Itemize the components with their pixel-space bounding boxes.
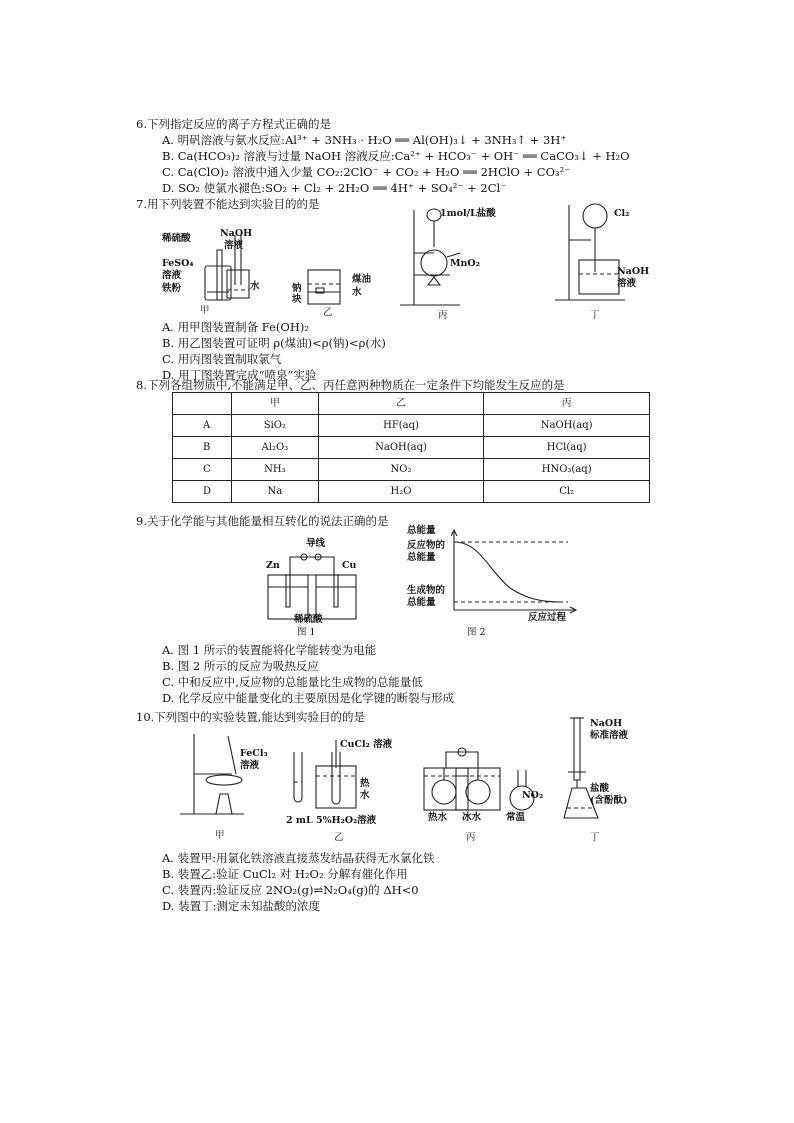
table-row bbox=[173, 437, 650, 459]
q6-option-d: D. SO₂ 使氯水褪色:SO₂ + Cl₂ + 2H₂O ══ 4H⁺ + SO₄²⁻ + 2Cl⁻ bbox=[162, 181, 507, 195]
q7-yi-label-4: 水 bbox=[352, 287, 362, 298]
q9-option-d: D. 化学反应中能量变化的主要原因是化学键的断裂与形成 bbox=[162, 691, 455, 705]
q9-fig2-xlabel: 反应过程 bbox=[528, 612, 567, 623]
table-cell: D bbox=[173, 481, 232, 503]
q10-bing-label-2: 冰水 bbox=[462, 812, 482, 823]
q7-ding-caption: 丁 bbox=[590, 310, 600, 321]
q7-apparatus-yi bbox=[300, 268, 350, 308]
q7-yi-label-3: 块 bbox=[292, 294, 302, 305]
q9-fig2-product-1: 生成物的 bbox=[407, 585, 446, 596]
q10-ding-label-1: NaOH bbox=[590, 718, 623, 729]
q9-fig2-reactant-2: 总能量 bbox=[407, 552, 436, 563]
q10-yi-label-2: 热 bbox=[360, 778, 370, 789]
q10-jia-label-1: FeCl₃ bbox=[240, 748, 268, 759]
q10-jia-caption: 甲 bbox=[215, 830, 225, 841]
q7-yi-label-2: 钠 bbox=[292, 283, 302, 294]
q7-jia-caption: 甲 bbox=[200, 305, 210, 316]
q10-bing-label-1: 热水 bbox=[428, 812, 448, 823]
q9-fig2-reactant-1: 反应物的 bbox=[407, 540, 446, 551]
q10-stem: 10.下列图中的实验装置,能达到实验目的的是 bbox=[136, 710, 365, 724]
q9-galvanic-cell bbox=[262, 545, 362, 625]
q10-option-c: C. 装置丙:验证反应 2NO₂(g)⇌N₂O₄(g)的 ΔH<0 bbox=[162, 883, 419, 897]
q7-option-b: B. 用乙图装置可证明 ρ(煤油)<ρ(钠)<ρ(水) bbox=[162, 336, 386, 350]
q7-ding-label-3: 溶液 bbox=[617, 278, 637, 289]
q9-stem: 9.关于化学能与其他能量相互转化的说法正确的是 bbox=[136, 514, 389, 528]
q10-ding-label-4: (含酚酞) bbox=[590, 795, 628, 806]
q6-stem: 6.下列指定反应的离子方程式正确的是 bbox=[136, 117, 331, 131]
table-cell: Al₂O₃ bbox=[232, 437, 319, 459]
q7-jia-label-1: 稀硫酸 bbox=[162, 233, 191, 244]
table-cell: NO₂ bbox=[318, 459, 484, 481]
q7-jia-label-7: 水 bbox=[250, 281, 260, 292]
q9-fig1-acid-label: 稀硫酸 bbox=[294, 614, 323, 625]
table-cell: HNO₃(aq) bbox=[484, 459, 650, 481]
q6-option-a: A. 明矾溶液与氨水反应:Al³⁺ + 3NH₃ · H₂O ══ Al(OH)₃↓ + 3NH₃↑ + 3H⁺ bbox=[162, 133, 567, 147]
q10-yi-caption: 乙 bbox=[334, 832, 344, 843]
table-header-cell bbox=[173, 393, 232, 415]
table-cell: SiO₂ bbox=[232, 415, 319, 437]
q7-stem: 7.用下列装置不能达到实验目的的是 bbox=[136, 197, 320, 211]
q7-option-d: D. 用丁图装置完成“喷泉”实验 bbox=[162, 368, 317, 382]
table-cell: H₂O bbox=[318, 481, 484, 503]
q10-apparatus-jia bbox=[180, 730, 260, 820]
table-row bbox=[173, 415, 650, 437]
q9-option-a: A. 图 1 所示的装置能将化学能转变为电能 bbox=[162, 643, 377, 657]
table-header-cell: 乙 bbox=[318, 393, 484, 415]
q10-apparatus-bing bbox=[416, 738, 556, 818]
q7-yi-label-1: 煤油 bbox=[352, 274, 372, 285]
q9-option-b: B. 图 2 所示的反应为吸热反应 bbox=[162, 659, 319, 673]
table-header-cell: 丙 bbox=[484, 393, 650, 415]
q10-bing-label-4: NO₂ bbox=[522, 790, 544, 801]
table-cell: HF(aq) bbox=[318, 415, 484, 437]
q10-ding-label-2: 标准溶液 bbox=[590, 730, 629, 741]
table-header-cell: 甲 bbox=[232, 393, 319, 415]
q7-bing-label-1: 1mol/L盐酸 bbox=[440, 208, 496, 219]
table-cell: NaOH(aq) bbox=[318, 437, 484, 459]
q10-option-d: D. 装置丁:测定未知盐酸的浓度 bbox=[162, 899, 320, 913]
q10-yi-label-1: CuCl₂ 溶液 bbox=[340, 739, 393, 750]
q9-fig1-wire-label: 导线 bbox=[306, 538, 326, 549]
q10-ding-caption: 丁 bbox=[590, 832, 600, 843]
q10-bing-caption: 丙 bbox=[466, 832, 476, 843]
table-cell: HCl(aq) bbox=[484, 437, 650, 459]
table-cell: C bbox=[173, 459, 232, 481]
q9-fig1-cu-label: Cu bbox=[342, 560, 357, 571]
q10-jia-label-2: 溶液 bbox=[240, 760, 260, 771]
q9-energy-diagram bbox=[450, 530, 580, 615]
q10-option-b: B. 装置乙:验证 CuCl₂ 对 H₂O₂ 分解有催化作用 bbox=[162, 867, 408, 881]
q7-option-c: C. 用丙图装置制取氯气 bbox=[162, 352, 282, 366]
q9-fig1-zn-label: Zn bbox=[266, 560, 280, 571]
table-header-row bbox=[173, 393, 650, 415]
q7-ding-label-1: Cl₂ bbox=[614, 208, 630, 219]
q7-ding-label-2: NaOH bbox=[617, 266, 650, 277]
q7-bing-label-2: MnO₂ bbox=[450, 258, 480, 269]
q9-option-c: C. 中和反应中,反应物的总能量比生成物的总能量低 bbox=[162, 675, 423, 689]
table-row bbox=[173, 481, 650, 503]
table-row bbox=[173, 459, 650, 481]
q9-fig2-product-2: 总能量 bbox=[407, 597, 436, 608]
table-cell: B bbox=[173, 437, 232, 459]
q10-yi-label-4: 2 mL 5%H₂O₂溶液 bbox=[286, 815, 377, 826]
q8-table bbox=[172, 392, 650, 503]
q10-ding-label-3: 盐酸 bbox=[590, 783, 610, 794]
q10-bing-label-3: 常温 bbox=[506, 812, 526, 823]
q10-yi-label-3: 水 bbox=[360, 790, 370, 801]
q9-fig2-ylabel: 总能量 bbox=[407, 525, 436, 536]
q7-jia-label-3: 溶液 bbox=[224, 240, 244, 251]
table-cell: NaOH(aq) bbox=[484, 415, 650, 437]
q7-option-a: A. 用甲图装置制备 Fe(OH)₂ bbox=[162, 320, 309, 334]
q6-option-c: C. Ca(ClO)₂ 溶液中通入少量 CO₂:2ClO⁻ + CO₂ + H₂O ══ 2HClO + CO₃²⁻ bbox=[162, 165, 571, 179]
q7-jia-label-4: FeSO₄ bbox=[162, 258, 194, 269]
table-cell: Cl₂ bbox=[484, 481, 650, 503]
table-cell: A bbox=[173, 415, 232, 437]
q7-bing-caption: 丙 bbox=[438, 310, 448, 321]
q9-fig2-caption: 图 2 bbox=[467, 627, 486, 638]
q7-jia-label-2: NaOH bbox=[220, 228, 253, 239]
q7-jia-label-6: 铁粉 bbox=[162, 283, 182, 294]
q10-option-a: A. 装置甲:用氯化铁溶液直接蒸发结晶获得无水氯化铁 bbox=[162, 851, 435, 865]
q8-stem: 8.下列各组物质中,不能满足甲、乙、丙任意两种物质在一定条件下均能发生反应的是 bbox=[136, 378, 565, 392]
q7-jia-label-5: 溶液 bbox=[162, 270, 182, 281]
q9-fig1-caption: 图 1 bbox=[297, 627, 316, 638]
table-cell: NH₃ bbox=[232, 459, 319, 481]
table-cell: Na bbox=[232, 481, 319, 503]
q7-yi-caption: 乙 bbox=[323, 307, 333, 318]
q6-option-b: B. Ca(HCO₃)₂ 溶液与过量 NaOH 溶液反应:Ca²⁺ + HCO₃⁻ + OH⁻ ══ CaCO₃↓ + H₂O bbox=[162, 149, 630, 163]
